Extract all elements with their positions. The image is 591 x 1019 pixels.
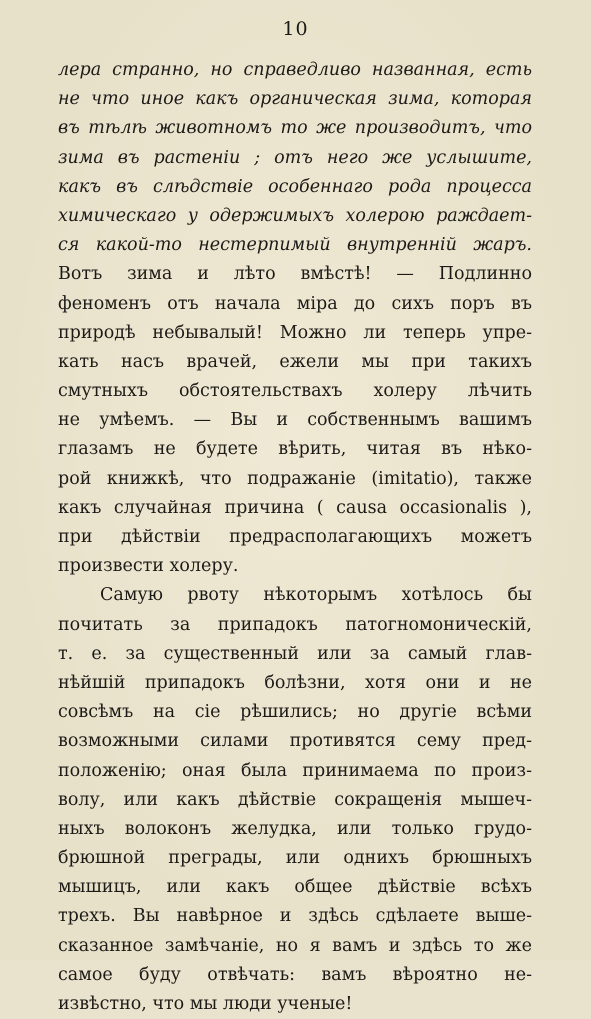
text-line: какъ въ слѣдствіе особеннаго рода процесса <box>58 176 532 197</box>
text-line: почитать за припадокъ патогномоническій, <box>58 614 532 635</box>
text-line: какъ случайная причина ( causa occasionalis ), <box>58 497 532 518</box>
text-line: смутныхъ обстоятельствахъ холеру лѣчить <box>58 381 532 402</box>
text-line: самое буду отвѣчать: вамъ вѣроятно не- <box>58 964 532 985</box>
text-line: нѣйшій припадокъ болѣзни, хотя они и не <box>58 672 532 693</box>
text-line: положенію; оная была принимаема по произ- <box>58 760 532 781</box>
text-line: мышицъ, или какъ общее дѣйствіе всѣхъ <box>58 877 532 898</box>
text-line: феноменъ отъ начала міра до сихъ поръ въ <box>58 293 532 314</box>
italic-quote <box>58 56 532 260</box>
text-line: извѣстно, что мы люди ученые! <box>58 994 353 1014</box>
text-block <box>58 56 532 1019</box>
text-line: произвести холеру. <box>58 556 239 577</box>
text-line: не что иное какъ органическая зима, которая <box>58 89 532 110</box>
text-line: Самую рвоту нѣкоторымъ хотѣлось бы <box>100 585 532 606</box>
text-line: природѣ небывалый! Можно ли теперь упре- <box>58 322 532 343</box>
text-line: рой книжкѣ, что подражаніе (imitatio), также <box>58 468 532 489</box>
text-line: Вотъ зима и лѣто вмѣстѣ! — Подлинно <box>58 264 532 285</box>
paragraph-2 <box>58 581 532 1019</box>
text-line: кать насъ врачей, ежели мы при такихъ <box>58 351 532 372</box>
paragraph-1 <box>58 260 532 581</box>
text-line: ныхъ волоконъ желудка, или только грудо- <box>58 818 532 839</box>
text-line: въ тѣлѣ животномъ то же производитъ, что <box>58 118 532 139</box>
text-line: брюшной преграды, или однихъ брюшныхъ <box>58 848 532 869</box>
text-line: глазамъ не будете вѣрить, читая въ нѣко- <box>58 439 532 460</box>
text-line: зима въ растеніи ; отъ него же услышите, <box>58 147 532 168</box>
text-line: ся какой-то нестерпимый внутренній жаръ. <box>58 235 532 256</box>
text-line: т. е. за существенный или за самый глав- <box>58 643 532 664</box>
text-line: волу, или какъ дѣйствіе сокращенія мышеч- <box>58 789 532 810</box>
text-line: возможными силами противятся сему пред- <box>58 731 532 752</box>
text-line: трехъ. Вы навѣрное и здѣсь сдѣлаете выше- <box>58 906 532 927</box>
page-number: 10 <box>282 18 309 40</box>
text-line: лера странно, но справедливо названная, есть <box>58 60 532 80</box>
text-line: сказанное замѣчаніе, но я вамъ и здѣсь то же <box>58 935 532 956</box>
text-line: при дѣйствіи предрасполагающихъ можетъ <box>58 527 532 547</box>
text-line: не умѣемъ. — Вы и собственнымъ вашимъ <box>58 410 532 431</box>
text-line: совсѣмъ на сіе рѣшились; но другіе всѣми <box>58 702 532 723</box>
text-line: химическаго у одержимыхъ холерою раждает- <box>58 205 532 226</box>
